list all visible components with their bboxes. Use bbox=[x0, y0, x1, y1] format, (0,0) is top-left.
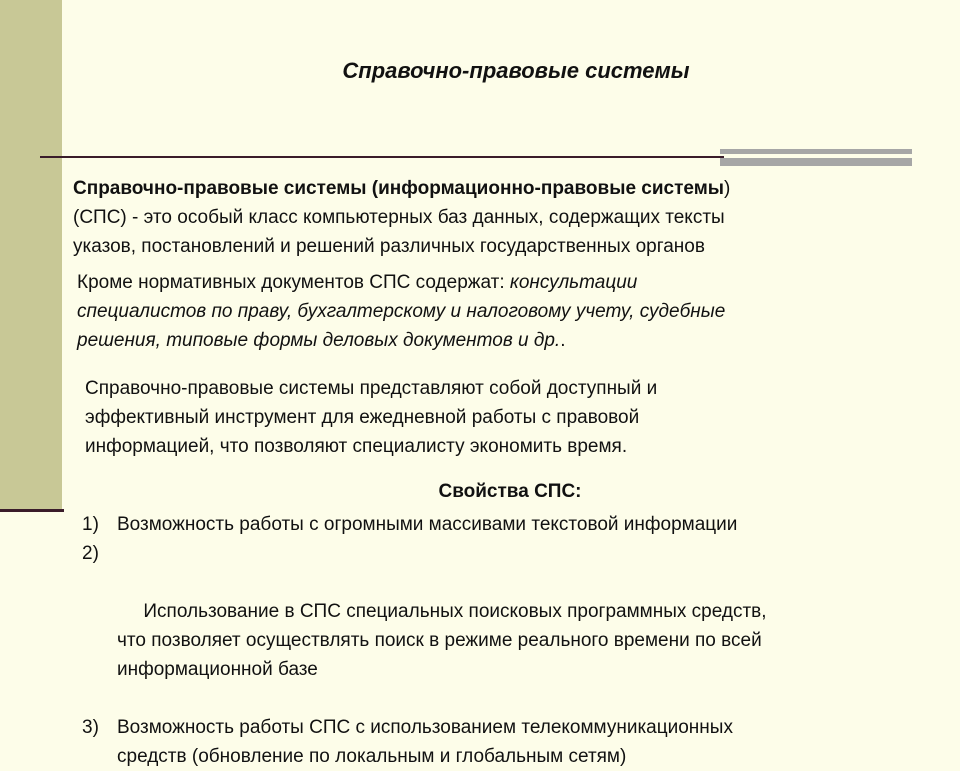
property-number: 3) bbox=[82, 717, 99, 738]
property-number: 2) bbox=[82, 543, 99, 564]
property-line: что позволяет осуществлять поиск в режиме реального времени по всей bbox=[117, 630, 762, 651]
summary-line: Справочно-правовые системы представляют собой доступный и bbox=[85, 378, 658, 399]
definition-paragraph bbox=[73, 174, 730, 261]
properties-list bbox=[82, 510, 767, 771]
contents-intro: Кроме нормативных документов СПС содержат: bbox=[77, 272, 510, 293]
contents-items-line: специалистов по праву, бухгалтерскому и налоговому учету, судебные bbox=[77, 301, 726, 322]
summary-line: информацией, что позволяют специалисту экономить время. bbox=[85, 436, 628, 457]
definition-term: Справочно-правовые системы (информационно-правовые системы bbox=[73, 178, 725, 199]
property-line: Возможность работы с огромными массивами текстовой информации bbox=[117, 514, 738, 535]
side-bar-divider bbox=[0, 509, 64, 512]
definition-line: ) bbox=[724, 178, 731, 199]
slide-title: Справочно-правовые системы bbox=[342, 58, 690, 83]
contents-paragraph bbox=[77, 268, 725, 355]
definition-line: (СПС) - это особый класс компьютерных баз данных, содержащих тексты bbox=[73, 207, 725, 228]
property-item bbox=[82, 713, 767, 771]
property-item bbox=[82, 539, 767, 713]
contents-end: . bbox=[560, 330, 566, 351]
contents-items-line: решения, типовые формы деловых документов и др. bbox=[77, 330, 561, 351]
property-line: информационной базе bbox=[117, 659, 318, 680]
summary-paragraph bbox=[85, 374, 657, 461]
title-underline-accent bbox=[720, 149, 912, 167]
properties-heading: Свойства СПС: bbox=[438, 481, 582, 502]
title-underline bbox=[40, 156, 724, 158]
property-item bbox=[82, 510, 767, 539]
property-line: средств (обновление по локальным и глобальным сетям) bbox=[117, 746, 627, 767]
definition-line: указов, постановлений и решений различных государственных органов bbox=[73, 236, 705, 257]
summary-line: эффективный инструмент для ежедневной работы с правовой bbox=[85, 407, 640, 428]
property-line: Использование в СПС специальных поисковых программных средств, bbox=[138, 601, 767, 622]
property-line: Возможность работы СПС с использованием телекоммуникационных bbox=[117, 717, 733, 738]
contents-items-line: консультации bbox=[509, 272, 638, 293]
property-number: 1) bbox=[82, 514, 99, 535]
